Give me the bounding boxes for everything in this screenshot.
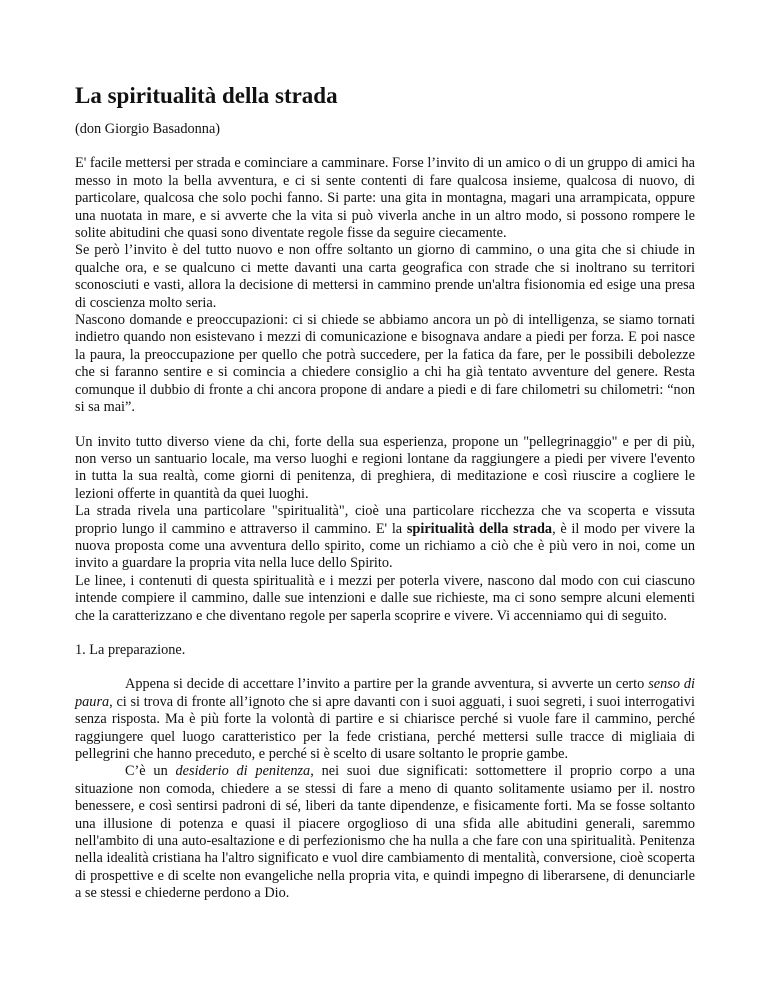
- document-page: [75, 82, 695, 903]
- text-run: C’è un: [125, 763, 176, 780]
- text-run: , è il modo per vivere la nuova proposta come una avventura dello spirito, come un richiamo a ciò che è più vero in noi, come un invito a guardare la propria vita nella luce dello Spirito.: [75, 520, 695, 572]
- paragraph-group: [75, 676, 695, 902]
- paragraph: Un invito tutto diverso viene da chi, forte della sua esperienza, propone un "pellegrinaggio" e per di più, non verso un santuario locale, ma verso luoghi e regioni lontane da raggiungere a piedi per vivere l'evento in tutta la sua realtà, come giorni di penitenza, di preghiera, di meditazione e così riuscire a cogliere le lezioni offerte in quantità da quei luoghi.: [75, 433, 695, 502]
- text-run: , ci si trova di fronte all’ignoto che si apre davanti con i suoi agguati, i suoi segreti, i suoi interrogativi senza risposta. Ma è più forte la volontà di partire e si chiarisce perché si vuole fare il cammino, perché raggiungere quel luogo caratteristico per la fede cristiana, perché mettersi sulle tracce di migliaia di pellegrini che hanno preceduto, e perché si è scelto di usare soltanto le proprie gambe.: [75, 693, 695, 762]
- paragraph: [75, 676, 695, 763]
- bold-phrase: spiritualità della strada: [406, 520, 553, 537]
- paragraph: Le linee, i contenuti di questa spiritualità e i mezzi per poterla vivere, nascono dal modo con cui ciascuno intende compiere il cammino, dalle sue intenzioni e dalle sue richieste, ma ci sono sempre alcuni elementi che la caratterizzano e che diventano regole per saperla scoprire e vivere. Vi accenniamo qui di seguito.: [75, 572, 695, 624]
- paragraph: Se però l’invito è del tutto nuovo e non offre soltanto un giorno di cammino, o una gita che si chiude in qualche ora, e se qualcuno ci mette davanti una carta geografica con strade che si inoltrano su territori sconosciuti e vasti, allora la decisione di mettersi in cammino prende un'altra fisionomia ed esige una presa di coscienza molto seria.: [75, 242, 695, 311]
- paragraph: [75, 503, 695, 573]
- paragraph: Nascono domande e preoccupazioni: ci si chiede se abbiamo ancora un pò di intelligenza, se siamo tornati indietro quando non esistevano i mezzi di comunicazione e bisognava andare a piedi per forza. E poi nasce la paura, la preoccupazione per quello che potrà succedere, per la fatica da fare, per le possibili debolezze che si faranno sentire e si comincia a chiedere consiglio a chi ha già tentato avventure del genere. Resta comunque il dubbio di fronte a chi ancora propone di andare a piedi e di fare chilometri su chilometri: “non si sa mai”.: [75, 312, 695, 416]
- italic-phrase: desiderio di penitenza: [175, 763, 311, 780]
- text-run: , nei suoi due significati: sottomettere il proprio corpo a una situazione non comoda, chiedere a se stessi di fare a meno di quanto solitamente usiamo per il. nostro benessere, e così sentirsi padroni di sé, liberi da tante dipendenze, e fisicamente forti. Ma se fosse soltanto una illusione di potenza e quasi il piacere orgoglioso di una sfida alle abitudini generali, saremmo nell'ambito di una auto-esaltazione e di perfezionismo che ha nulla a che fare con una spiritualità. Penitenza nella idealità cristiana ha l'altro significato e vuol dire cambiamento di mentalità, conversione, cioè scoperta di prospettive e di scelte non evangeliche nella propria vita, e quindi impegno di liberarsene, di denunciarle a se stessi e chiederne perdono a Dio.: [75, 763, 695, 902]
- text-run: Appena si decide di accettare l’invito a partire per la grande avventura, si avverte un certo: [125, 676, 649, 693]
- section-heading: 1. La preparazione.: [75, 641, 186, 658]
- paragraph-group: [75, 434, 695, 625]
- paragraph: E' facile mettersi per strada e cominciare a camminare. Forse l’invito di un amico o di un gruppo di amici ha messo in moto la bella avventura, e ci si sente contenti di fare qualcosa insieme, qualcosa di nuovo, di particolare, qualcosa che solo pochi fanno. Si parte: una gita in montagna, magari una arrampicata, oppure una nuotata in mare, e si avverte che la vita si può viverla anche in un altro modo, si possono rompere le solite abitudini che quasi sono diventate regole fisse da seguire ciecamente.: [75, 155, 695, 242]
- text-run: La strada rivela una particolare "spiritualità", cioè una particolare ricchezza che va scoperta e vissuta proprio lungo il cammino e attraverso il cammino. E' la: [75, 503, 695, 537]
- paragraph: [75, 763, 695, 902]
- author-line: (don Giorgio Basadonna): [75, 121, 221, 137]
- document-title: La spiritualità della strada: [75, 83, 338, 108]
- italic-phrase: senso di paura: [75, 676, 695, 710]
